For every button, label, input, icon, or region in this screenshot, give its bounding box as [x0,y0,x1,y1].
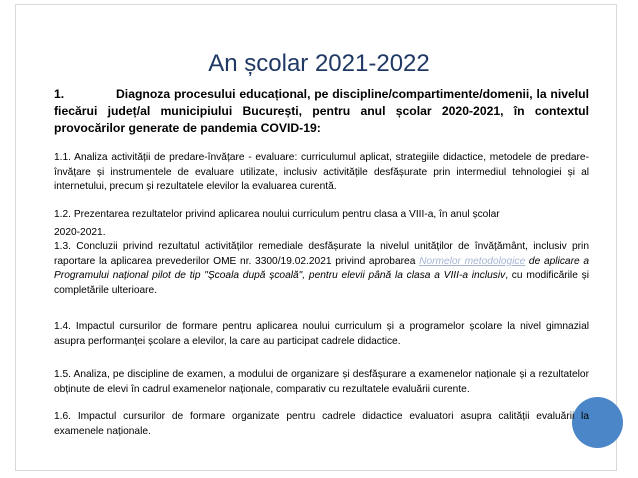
normelor-metodologice-link[interactable]: Normelor metodologice [419,255,526,267]
item-1-3-de: de [525,255,541,267]
item-1-4: 1.4. Impactul cursurilor de formare pentru aplicarea noului curriculum și a programelor școlare la nivel gimnazial asupra performanței școlare a elevilor, la care au participat cadrele didactice. [54,321,589,347]
slide-title: An școlar 2021-2022 [208,50,430,77]
item-1-3-text: 1.3. Concluzii privind rezultatul activităților remediale desfășurate la nivelul unităților de învățământ, inclusiv prin raportare la aplicarea prevederilor OME nr. 3300/19.02.2021 privind aprobarea [54,241,589,267]
heading-text: Diagnoza procesului educațional, pe discipline/compartimente/domenii, la nivelul fiecărui județ/al municipiului București, pentru anul școlar 2020-2021, în contextul provocărilor generate de pandemia COVID-19: [54,87,589,135]
item-1-3-italic: aplicare a Programului național pilot de tip "Școala după școală", pentru elevii până la clasa a VIII-a inclusiv [54,255,589,281]
item-1-1: 1.1. Analiza activității de predare-învățare - evaluare: curriculumul aplicat, strategiile didactice, metodele de predare-învățare și instrumentele de evaluare utilizate, inclusiv activitățile desfășurate prin intermediul tehnologiei și al internetului, precum și rezultatele elevilor la evaluarea curentă. [54,152,589,192]
item-1-2a: 1.2. Prezentarea rezultatelor privind aplicarea noului curriculum pentru clasa a VIII-a, în anul școlar [54,209,500,220]
item-1-3 [54,240,589,298]
item-1-3-end: , cu modificările și completările ulterioare. [54,270,589,296]
heading-number: 1. [54,87,65,101]
item-1-6: 1.6. Impactul cursurilor de formare organizate pentru cadrele didactice evaluatori asupra calității evaluării la examenele naționale. [54,411,589,437]
item-1-2b: 2020-2021. [54,227,106,238]
item-1-5: 1.5. Analiza, pe discipline de examen, a modului de organizare și desfășurare a examenelor naționale și a rezultatelor obținute de elevi în cadrul examenelor naționale, comparativ cu rezultatele evaluării curente. [54,369,589,395]
section-heading [54,86,589,137]
